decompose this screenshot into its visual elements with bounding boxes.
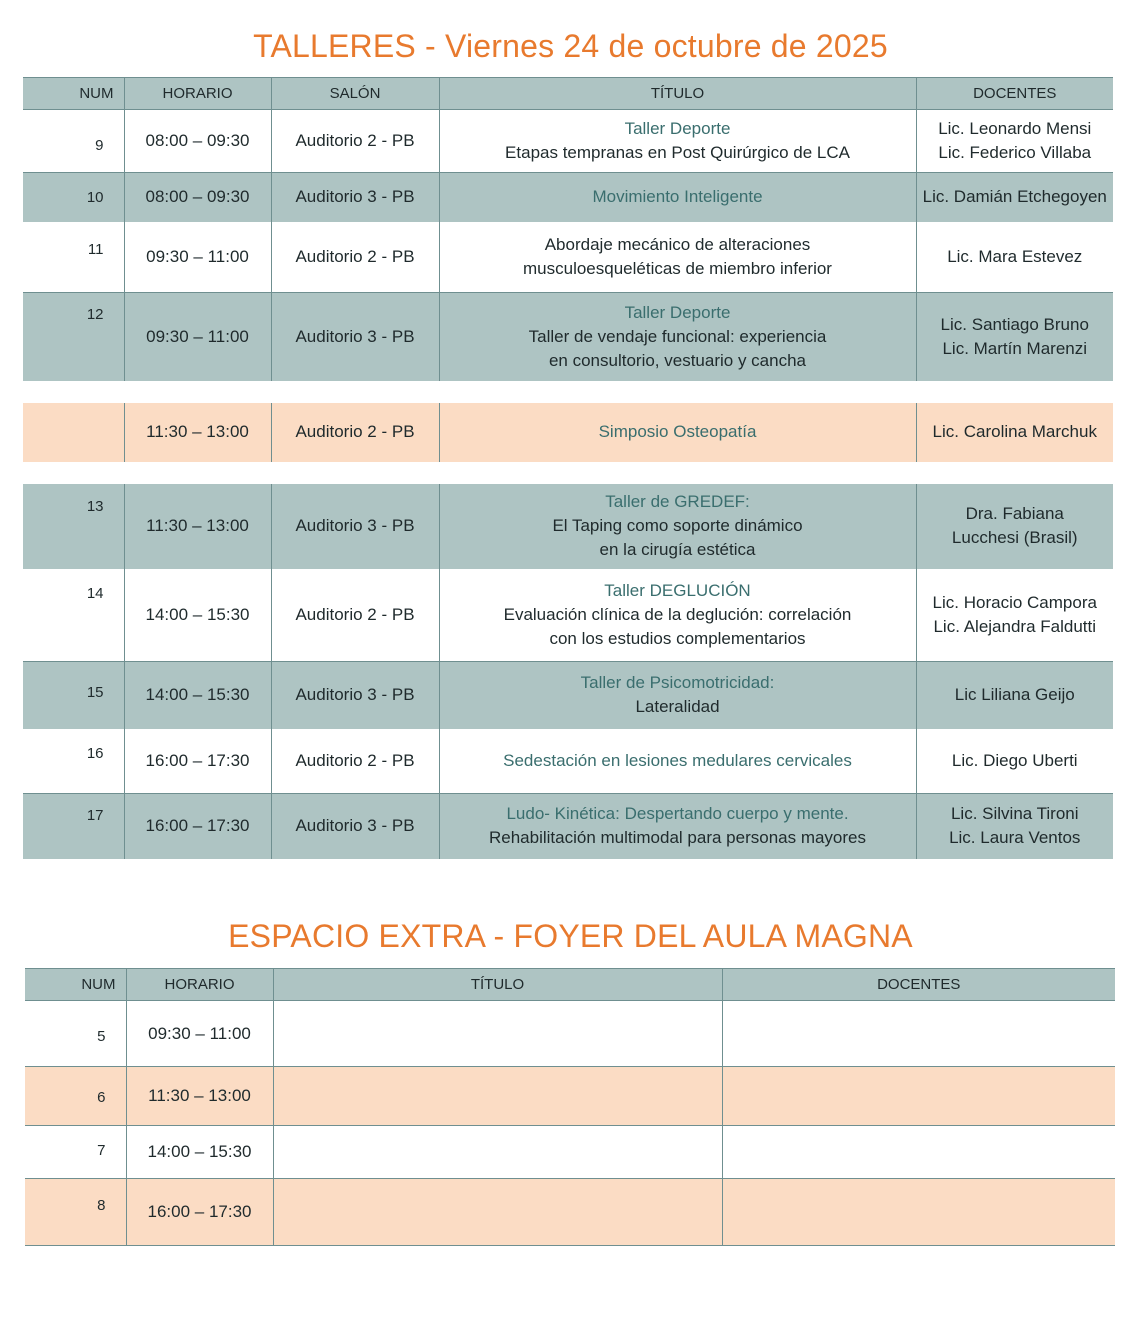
table-row <box>23 794 1113 859</box>
espacio-extra-table <box>25 968 1115 1246</box>
table-row <box>25 1067 1115 1126</box>
docentes-cell <box>916 403 1113 462</box>
horario-cell: 14:00 – 15:30 <box>126 1126 273 1179</box>
docentes-cell <box>916 729 1113 794</box>
salon-cell: Auditorio 2 - PB <box>271 110 439 173</box>
titulo-cell <box>439 403 916 462</box>
teacher-name: Lic. Laura Ventos <box>949 828 1081 848</box>
salon-cell: Auditorio 2 - PB <box>271 403 439 462</box>
teacher-name: Lic. Damián Etchegoyen <box>922 187 1107 207</box>
num-cell <box>23 403 124 462</box>
num-cell: 15 <box>23 662 124 729</box>
salon-cell: Auditorio 2 - PB <box>271 222 439 293</box>
salon-cell: Auditorio 2 - PB <box>271 569 439 662</box>
title-line: Lateralidad <box>635 697 720 717</box>
teacher-name: Lucchesi (Brasil) <box>951 528 1078 547</box>
teacher-name: Dra. Fabiana <box>965 504 1064 523</box>
table-row <box>23 569 1113 662</box>
header-docentes: DOCENTES <box>916 78 1113 110</box>
teacher-name: Lic. Carolina Marchuk <box>932 422 1097 441</box>
num-cell: 16 <box>23 729 124 794</box>
table-row <box>25 1179 1115 1246</box>
docentes-cell <box>916 222 1113 293</box>
horario-cell: 14:00 – 15:30 <box>124 662 271 729</box>
teacher-name: Lic. Alejandra Faldutti <box>933 616 1097 636</box>
horario-cell: 14:00 – 15:30 <box>124 569 271 662</box>
title-highlight: Taller Deporte <box>624 302 731 322</box>
titulo-cell <box>439 569 916 662</box>
table-row <box>23 662 1113 729</box>
header-horario: HORARIO <box>124 78 271 110</box>
teacher-name: Lic. Silvina Tironi <box>950 804 1079 824</box>
header-titulo: TÍTULO <box>439 78 916 110</box>
titulo-cell <box>439 173 916 222</box>
table-row <box>23 173 1113 222</box>
num-cell: 10 <box>23 173 124 222</box>
row-spacer-cell <box>23 381 1113 403</box>
titulo-cell <box>439 484 916 569</box>
section-title-talleres: TALLERES - Viernes 24 de octubre de 2025 <box>253 28 888 64</box>
salon-cell: Auditorio 3 - PB <box>271 484 439 569</box>
table-row <box>23 729 1113 794</box>
num-cell: 7 <box>25 1126 126 1179</box>
num-cell: 17 <box>23 794 124 859</box>
horario-cell: 09:30 – 11:00 <box>124 222 271 293</box>
horario-cell: 08:00 – 09:30 <box>124 110 271 173</box>
table-row <box>23 222 1113 293</box>
num-cell: 6 <box>25 1067 126 1126</box>
num-cell: 11 <box>23 222 124 293</box>
horario-cell: 16:00 – 17:30 <box>126 1179 273 1246</box>
table-row <box>23 110 1113 173</box>
title-line: con los estudios complementarios <box>549 628 806 648</box>
titulo-cell <box>439 662 916 729</box>
title-highlight: Simposio Osteopatía <box>598 422 757 441</box>
title-line: musculoesqueléticas de miembro inferior <box>523 258 832 278</box>
salon-cell: Auditorio 3 - PB <box>271 173 439 222</box>
row-spacer <box>23 381 1113 403</box>
titulo-cell <box>273 1126 722 1179</box>
titulo-cell <box>273 1001 722 1067</box>
title-line: Abordaje mecánico de alteraciones <box>544 234 811 254</box>
titulo-cell <box>439 110 916 173</box>
row-spacer <box>23 462 1113 484</box>
title-line: en la cirugía estética <box>599 540 756 559</box>
salon-cell: Auditorio 2 - PB <box>271 729 439 794</box>
title-highlight: Sedestación en lesiones medulares cervicales <box>503 750 852 770</box>
docentes-cell <box>722 1001 1115 1067</box>
salon-cell: Auditorio 3 - PB <box>271 794 439 859</box>
teacher-name: Lic. Mara Estevez <box>947 246 1083 266</box>
num-cell: 12 <box>23 293 124 381</box>
title-highlight: Ludo- Kinética: Despertando cuerpo y mente. <box>506 804 849 824</box>
teacher-name: Lic. Martín Marenzi <box>942 338 1088 358</box>
title-line: Rehabilitación multimodal para personas mayores <box>488 828 867 848</box>
docentes-cell <box>916 569 1113 662</box>
docentes-cell <box>916 662 1113 729</box>
title-highlight: Taller Deporte <box>624 119 731 138</box>
num-cell: 5 <box>25 1001 126 1067</box>
teacher-name: Lic. Santiago Bruno <box>940 314 1089 334</box>
table-row <box>23 293 1113 381</box>
header-salon: SALÓN <box>271 78 439 110</box>
talleres-table <box>23 77 1113 859</box>
section-title-espacio-extra: ESPACIO EXTRA - FOYER DEL AULA MAGNA <box>228 918 913 954</box>
title-highlight: Taller de Psicomotricidad: <box>580 673 775 693</box>
table-header-row <box>23 78 1113 110</box>
num-cell: 14 <box>23 569 124 662</box>
table-row <box>25 1126 1115 1179</box>
salon-cell: Auditorio 3 - PB <box>271 293 439 381</box>
title-highlight: Taller de GREDEF: <box>605 492 750 511</box>
title-line: en consultorio, vestuario y cancha <box>548 350 807 370</box>
teacher-name: Lic. Leonardo Mensi <box>938 119 1092 138</box>
title-highlight: Taller DEGLUCIÓN <box>604 580 751 600</box>
teacher-name: Lic. Federico Villaba <box>938 143 1092 162</box>
docentes-cell <box>722 1179 1115 1246</box>
docentes-cell <box>722 1126 1115 1179</box>
horario-cell: 11:30 – 13:00 <box>126 1067 273 1126</box>
table-row <box>23 403 1113 462</box>
header-num: NUM <box>25 969 126 1001</box>
horario-cell: 16:00 – 17:30 <box>124 794 271 859</box>
header-horario: HORARIO <box>126 969 273 1001</box>
horario-cell: 09:30 – 11:00 <box>126 1001 273 1067</box>
num-cell: 8 <box>25 1179 126 1246</box>
title-line: Taller de vendaje funcional: experiencia <box>528 326 827 346</box>
horario-cell: 11:30 – 13:00 <box>124 403 271 462</box>
title-highlight: Movimiento Inteligente <box>592 187 763 207</box>
titulo-cell <box>273 1179 722 1246</box>
docentes-cell <box>916 110 1113 173</box>
titulo-cell <box>273 1067 722 1126</box>
titulo-cell <box>439 293 916 381</box>
title-line: El Taping como soporte dinámico <box>552 516 803 535</box>
docentes-cell <box>916 293 1113 381</box>
horario-cell: 08:00 – 09:30 <box>124 173 271 222</box>
horario-cell: 11:30 – 13:00 <box>124 484 271 569</box>
teacher-name: Lic Liliana Geijo <box>954 685 1075 705</box>
teacher-name: Lic. Diego Uberti <box>951 750 1078 770</box>
salon-cell: Auditorio 3 - PB <box>271 662 439 729</box>
header-docentes: DOCENTES <box>722 969 1115 1001</box>
docentes-cell <box>722 1067 1115 1126</box>
table-row <box>23 484 1113 569</box>
horario-cell: 16:00 – 17:30 <box>124 729 271 794</box>
title-line: Etapas tempranas en Post Quirúrgico de LCA <box>505 143 850 162</box>
titulo-cell <box>439 794 916 859</box>
num-cell: 9 <box>23 110 124 173</box>
horario-cell: 09:30 – 11:00 <box>124 293 271 381</box>
header-titulo: TÍTULO <box>273 969 722 1001</box>
titulo-cell <box>439 222 916 293</box>
docentes-cell <box>916 484 1113 569</box>
teacher-name: Lic. Horacio Campora <box>932 592 1097 612</box>
title-line: Evaluación clínica de la deglución: correlación <box>503 604 852 624</box>
titulo-cell <box>439 729 916 794</box>
table-header-row <box>25 969 1115 1001</box>
table-row <box>25 1001 1115 1067</box>
num-cell: 13 <box>23 484 124 569</box>
header-num: NUM <box>23 78 124 110</box>
row-spacer-cell <box>23 462 1113 484</box>
docentes-cell <box>916 794 1113 859</box>
docentes-cell <box>916 173 1113 222</box>
